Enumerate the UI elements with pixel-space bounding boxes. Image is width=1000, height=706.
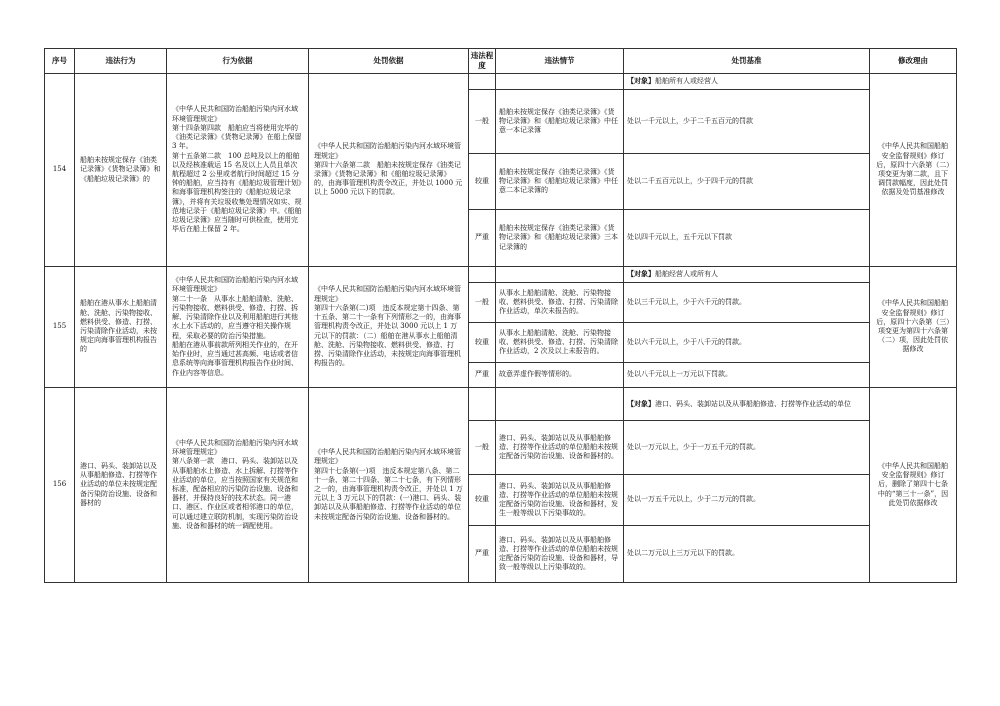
- violation-act: 船舶在港从事水上船舶清舱、洗舱、污染物接收、燃料供受、修造、打捞、污染清除作业活动，未按规定向海事管理机构报告的: [75, 267, 167, 388]
- penalty-basis: 《中华人民共和国防治船舶污染内河水域环境管理规定》 第四十六条第二款 船舶未按规定保存《油类记录簿》《货物记录簿》和《船舶垃圾记录簿》的，由海事管理机构责令改正，并处以 1000 元以上 5000 元以下的罚款。: [309, 74, 469, 267]
- violation-degree: 一般: [469, 421, 496, 475]
- circumstance-blank: [496, 267, 624, 283]
- violation-degree: 较重: [469, 323, 496, 363]
- violation-circumstance: 港口、码头、装卸站以及从事船舶修造、打捞等作业活动的单位船舶未按规定配备污染防治设施、设备和器材的。: [496, 421, 624, 475]
- table-row: [45, 74, 957, 90]
- modification-reason: 《中华人民共和国船舶安全监督规则》修订后，删除了第四十七条中的“第三十一条”，因此处罚依据修改: [870, 388, 957, 583]
- penalty-basis: 《中华人民共和国防治船舶污染内河水域环境管理规定》 第四十七条第(一)项 违反本规定第八条、第二十一条、第二十四条、第二十七条，有下列情形之一的，由海事管理机构责令改正，并处以 1 万元以上 3 万元以下的罚款：(一)港口、码头、装卸站以及从事船舶修造、打捞等作业活动的单位未按规定配备污染防治设施、设备和器材的。: [309, 388, 469, 583]
- target-tag: 【对象】: [627, 398, 655, 408]
- penalty-standard: 处以六千元以上，少于八千元的罚款。: [624, 323, 870, 363]
- target-party: [624, 388, 870, 421]
- modification-reason: 《中华人民共和国船舶安全监督规则》修订后，原四十六条第（二）项变更为第二款，且下调罚款幅度，因此处罚依据及处罚基准修改: [870, 74, 957, 267]
- penalty-standard: 处以四千元以上，五千元以下罚款: [624, 210, 870, 267]
- violation-circumstance: 港口、码头、装卸站以及从事船舶修造、打捞等作业活动的单位船舶未按规定配备污染防治设施、设备和器材，导致一般等级以上污染事故的。: [496, 526, 624, 583]
- degree-blank: [469, 388, 496, 421]
- violation-degree: 严重: [469, 210, 496, 267]
- target-tag: 【对象】: [627, 269, 655, 279]
- violation-degree: 一般: [469, 283, 496, 323]
- penalty-standard-table: [44, 48, 957, 583]
- header-act: 违法行为: [75, 49, 167, 74]
- modification-reason: 《中华人民共和国船舶安全监督规则》修订后，原四十六条第（三）项变更为第四十六条第（二）项，因此处罚依据修改: [870, 267, 957, 388]
- violation-circumstance: 从事水上船舶清舱、洗舱、污染物接收、燃料供受、修造、打捞、污染清除作业活动，2 次及以上未报告的。: [496, 323, 624, 363]
- table-header-row: [45, 49, 957, 74]
- row-number: 155: [45, 267, 75, 388]
- header-basis: 行为依据: [167, 49, 309, 74]
- target-party: [624, 267, 870, 283]
- violation-circumstance: 船舶未按规定保存《油类记录簿》《货物记录簿》和《船舶垃圾记录簿》中任意二本记录簿的: [496, 154, 624, 210]
- violation-degree: 严重: [469, 363, 496, 388]
- header-reason: 修改理由: [870, 49, 957, 74]
- violation-degree: 较重: [469, 475, 496, 526]
- header-standard: 处罚基准: [624, 49, 870, 74]
- penalty-standard: 处以二千五百元以上，少于四千元的罚款: [624, 154, 870, 210]
- header-no: 序号: [45, 49, 75, 74]
- violation-act: 船舶未按规定保存《油类记录簿》《货物记录簿》和《船舶垃圾记录簿》的: [75, 74, 167, 267]
- penalty-standard: 处以八千元以上一万元以下罚款。: [624, 363, 870, 388]
- row-number: 156: [45, 388, 75, 583]
- act-basis: 《中华人民共和国防治船舶污染内河水域环境管理规定》 第八条第一款 港口、码头、装卸站以及从事船舶水上修造、水上拆解、打捞等作业活动的单位，应当按照国家有关规范和标准，配备相应的污染防治设施、设备和器材，并保持良好的技术状态。同一港口、港区、作业区或者相邻港口的单位，可以通过建立联防机制，实现污染防治设施、设备和器材的统一调配使用。: [167, 388, 309, 583]
- target-text: 港口、码头、装卸站以及从事船舶修造、打捞等作业活动的单位: [655, 399, 851, 408]
- header-circumstance: 违法情节: [496, 49, 624, 74]
- penalty-standard: 处以一万元以上，少于一万五千元的罚款。: [624, 421, 870, 475]
- degree-blank: [469, 267, 496, 283]
- act-basis: 《中华人民共和国防治船舶污染内河水域环境管理规定》 第十四条第四款 船舶应当将使用完毕的《油类记录簿》《货物记录簿》在船上保留 3 年。 第十五条第二款 100 总吨及以上的船舶以及经核准载运 15 名及以上人员且单次航程超过 2 公里或者航行时间超过 15 分钟的船舶，应当持有《船舶垃圾管理计划》和海事管理机构签注的《船舶垃圾记录簿》，并将有关垃圾收集处理情况如实、规范地记录于《船舶垃圾记录簿》中。《船舶垃圾记录簿》应当随时可供检查，使用完毕后在船上保留 2 年。: [167, 74, 309, 267]
- violation-act: 港口、码头、装卸站以及从事船舶修造、打捞等作业活动的单位未按规定配备污染防治设施、设备和器材的: [75, 388, 167, 583]
- row-number: 154: [45, 74, 75, 267]
- violation-degree: 较重: [469, 154, 496, 210]
- penalty-basis: 《中华人民共和国防治船舶污染内河水域环境管理规定》 第四十六条第(二)项 违反本规定第十四条、第十五条、第二十一条有下列情形之一的，由海事管理机构责令改正，并处以 3000 元以上 1 万元以下的罚款：（二）船舶在港从事水上船舶清舱、洗舱、污染物接收、燃料供受、修造、打捞、污染清除作业活动，未按规定向海事管理机构报告的。: [309, 267, 469, 388]
- target-text: 船舶所有人或经营人: [655, 77, 718, 86]
- table-body: [45, 74, 957, 583]
- target-text: 船舶经营人或所有人: [655, 270, 718, 279]
- table-row: [45, 388, 957, 421]
- penalty-standard: 处以一万五千元以上，少于二万元的罚款。: [624, 475, 870, 526]
- violation-circumstance: 从事水上船舶清舱、洗舱、污染物接收、燃料供受、修造、打捞、污染清除作业活动，单次未报告的。: [496, 283, 624, 323]
- violation-circumstance: 港口、码头、装卸站以及从事船舶修造、打捞等作业活动的单位船舶未按规定配备污染防治设施、设备和器材，发生一般等级以下污染事故的。: [496, 475, 624, 526]
- target-tag: 【对象】: [627, 76, 655, 86]
- header-penalty-basis: 处罚依据: [309, 49, 469, 74]
- penalty-standard: 处以二万元以上三万元以下的罚款。: [624, 526, 870, 583]
- circumstance-blank: [496, 74, 624, 90]
- violation-degree: 严重: [469, 526, 496, 583]
- degree-blank: [469, 74, 496, 90]
- circumstance-blank: [496, 388, 624, 421]
- violation-circumstance: 船舶未按规定保存《油类记录簿》《货物记录簿》和《船舶垃圾记录簿》三本记录簿的: [496, 210, 624, 267]
- violation-circumstance: 船舶未按规定保存《油类记录簿》《货物记录簿》和《船舶垃圾记录簿》中任意一本记录簿: [496, 90, 624, 154]
- violation-degree: 一般: [469, 90, 496, 154]
- target-party: [624, 74, 870, 90]
- table-row: [45, 267, 957, 283]
- act-basis: 《中华人民共和国防治船舶污染内河水域环境管理规定》 第二十一条 从事水上船舶清舱、洗舱、污染物接收、燃料供受、修造、打捞、拆解、污染清除作业以及利用船舶进行其他水上水下活动的，应当遵守相关操作规程，采取必要的防治污染措施。 船舶在港从事前款所列相关作业的，在开始作业时，应当通过甚高频、电话或者信息系统等向海事管理机构报告作业时间、作业内容等信息。: [167, 267, 309, 388]
- penalty-standard: 处以三千元以上，少于六千元的罚款。: [624, 283, 870, 323]
- penalty-standard: 处以一千元以上，少于二千五百元的罚款: [624, 90, 870, 154]
- header-degree: 违法程度: [469, 49, 496, 74]
- violation-circumstance: 故意弄虚作假等情形的。: [496, 363, 624, 388]
